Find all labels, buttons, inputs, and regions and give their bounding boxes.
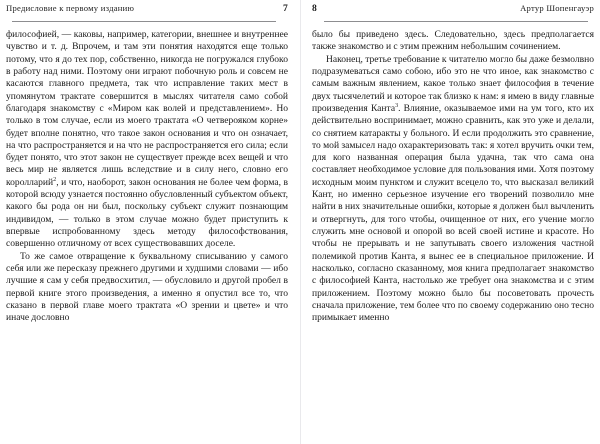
footnote-marker[interactable]: 3 <box>395 101 399 109</box>
paragraph-text: было бы приведено здесь. Следовательно, здесь предполагается также знакомство и с этим прежним небольшим сочинением. <box>312 29 594 53</box>
right-page-folio: 8 <box>312 3 318 14</box>
right-page-running-head <box>312 0 594 22</box>
paragraph-text: То же самое отвращение к буквальному списыванию у самого себя или же пересказу прежнего другими и худшими словами — ибо лучшие я сам у себя предвосхитил, — обусловило и другой пробел в первой книге этого произведения, а именно я опустил все то, что сказано в первой главе моего трактата «О зрении и цвете» и что иначе дословно <box>6 250 288 324</box>
paragraph-text: Наконец, третье требование к читателю могло бы даже безмолвно подразумеваться само собою, ибо это не что иное, как знакомство с самым важным явлением, какое только знает философия в течение двух тысячелетий и которое так близко к нам: я имею в виду главные произведения Канта <box>312 53 594 114</box>
right-running-head-title: Артур Шопенгауэр <box>520 3 594 13</box>
left-head-rule <box>12 21 276 22</box>
paragraph <box>6 29 288 251</box>
paragraph-text: философией, — каковы, например, категории, внешнее и внутреннее чувство и т. д. Впрочем, и там эти понятия находятся еще только потому, что я до тех пор, собственно, никогда не погружался глубоко в работу над ними. Поэтому они играют побочную роль и совсем не касаются главного предмета, так что исправление таких мест в упомянутом трактате совершится в мыслях читателя само собой благодаря знакомству с «Миром как волей и представлением». Но только в том случае, если из моего трактата «О четверояком корне» будет вполне понятно, что такое закон основания и что он означает, на что распространяется и на что не распространяется его сила; если будет понято, что этот закон не существует прежде всех вещей и что весь мир не является лишь вследствие и в силу него, словно его королларий <box>6 29 288 188</box>
footnote-marker[interactable]: 2 <box>53 175 57 183</box>
paragraph <box>312 29 594 54</box>
paragraph-text-continued: . Влияние, оказываемое ими на ум того, кто их действительно воспринимает, можно сравнить, как это уже и делали, со снятием катаракты у больного. И если продолжить это сравнение, то мой замысел надо охарактеризовать так: я хотел вручить очки тем, для кого названная операция была удачна, так что сама она составляет необходимое условие для пользования ими. Хотя поэтому исходным моим пунктом и служит всецело то, что высказал великий Кант, но именно серьезное изучение его творений позволило мне найти в них значительные ошибки, которые я должен был вычленить и отвергнуть, для того чтобы, очищенное от них, его учение могло служить мне основой и опорой во всей своей истине и красоте. Но чтобы не прерывать и не запутывать своего изложения частной полемикой против Канта, я вынес ее в специальное приложение. И насколько, согласно сказанному, моя книга предполагает знакомство с философией Канта, настолько же требует она знакомства и с этим приложением. Поэтому можно было бы посоветовать прочесть сначала приложение, тем более что по своему содержанию оно тесно примыкает именно <box>312 102 594 324</box>
paragraph <box>312 54 594 325</box>
left-page-running-head <box>6 0 288 22</box>
paragraph <box>6 251 288 325</box>
left-page-folio: 7 <box>282 3 288 14</box>
right-page <box>300 0 600 444</box>
left-running-head-title: Предисловие к первому изданию <box>6 3 135 13</box>
right-head-rule <box>324 21 588 22</box>
page-gutter-line <box>300 0 301 444</box>
paragraph-text-continued: , и что, наоборот, закон основания не более чем форма, в которой всюду узнается постоянно обусловленный субъектом объект, какого бы рода он ни был, поскольку субъект служит познающим индивидом, — только в этом случае можно будет приступить к впервые испробованному здесь методу философствования, совершенно отличному от всех существовавших доселе. <box>6 176 288 250</box>
left-page-body <box>6 22 288 325</box>
right-page-body <box>312 22 594 325</box>
